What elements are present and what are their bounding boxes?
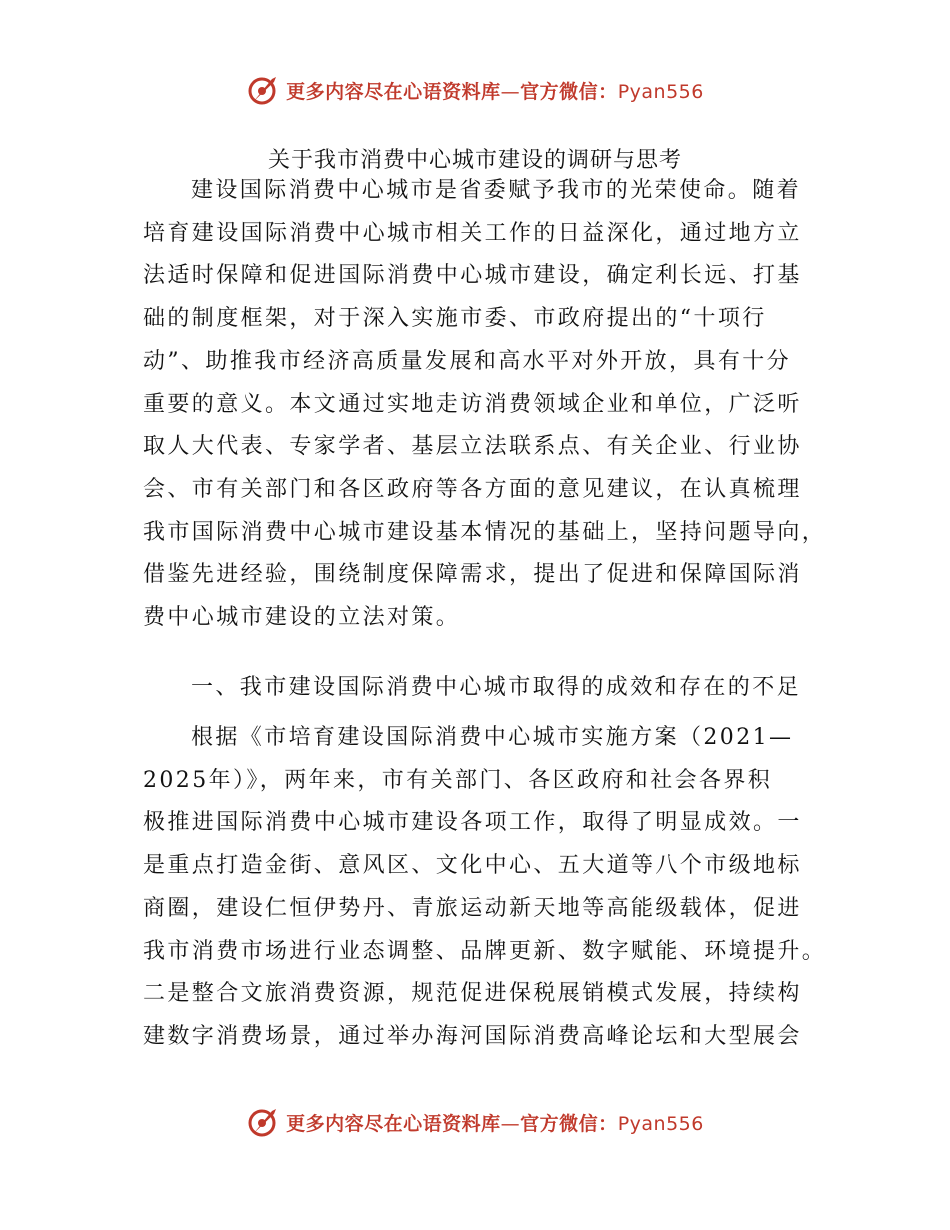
text-line: 取人大代表、专家学者、基层立法联系点、有关企业、行业协	[143, 434, 802, 460]
text-line: 2025年）》，两年来，市有关部门、各区政府和社会各界积	[143, 767, 773, 793]
paragraph-achievements	[143, 717, 827, 1059]
text-line: 会、市有关部门和各区政府等各方面的意见建议，在认真梳理	[143, 476, 802, 502]
text-line: 二是整合文旅消费资源，规范促进保税展销模式发展，持续构	[143, 981, 802, 1007]
text-line: 培育建设国际消费中心城市相关工作的日益深化，通过地方立	[143, 220, 802, 246]
watermark-id: Pyan556	[617, 1112, 704, 1135]
watermark-main: 更多内容尽在心语资料库	[286, 1112, 501, 1135]
paragraph-intro	[143, 170, 827, 640]
text-line: 费中心城市建设的立法对策。	[143, 605, 461, 631]
watermark-suffix: 官方微信：	[520, 1112, 618, 1135]
watermark-banner-top	[0, 70, 950, 110]
text-line: 商圈，建设仁恒伊势丹、青旅运动新天地等高能级载体，促进	[143, 895, 802, 921]
heading-text: 一、我市建设国际消费中心城市取得的成效和存在的不足	[191, 675, 802, 700]
text-line: 重要的意义。本文通过实地走访消费领域企业和单位，广泛听	[143, 391, 802, 417]
text-line: 动”、助推我市经济高质量发展和高水平对外开放，具有十分	[143, 348, 792, 374]
watermark-dash: —	[500, 80, 521, 103]
text-line: 建数字消费场景，通过举办海河国际消费高峰论坛和大型展会	[143, 1023, 802, 1049]
text-line: 根据《市培育建设国际消费中心城市实施方案（2021—	[191, 725, 794, 750]
text-line: 建设国际消费中心城市是省委赋予我市的光荣使命。随着	[191, 178, 802, 203]
text-line: 我市消费市场进行业态调整、品牌更新、数字赋能、环境提升。	[143, 938, 827, 964]
watermark-dash: —	[500, 1112, 521, 1135]
watermark-suffix: 官方微信：	[520, 80, 618, 103]
section-heading	[143, 667, 808, 710]
text-line: 借鉴先进经验，围绕制度保障需求，提出了促进和保障国际消	[143, 562, 802, 588]
document-title: 关于我市消费中心城市建设的调研与思考	[267, 148, 682, 173]
text-line: 是重点打造金街、意风区、文化中心、五大道等八个市级地标	[143, 853, 802, 879]
text-line: 础的制度框架，对于深入实施市委、市政府提出的“十项行	[143, 306, 767, 332]
watermark-id: Pyan556	[617, 80, 704, 103]
watermark-main: 更多内容尽在心语资料库	[286, 80, 501, 103]
watermark-text	[286, 77, 704, 104]
watermark-banner-bottom	[0, 1102, 950, 1142]
text-line: 法适时保障和促进国际消费中心城市建设，确定利长远、打基	[143, 263, 802, 289]
text-line: 我市国际消费中心城市建设基本情况的基础上，坚持问题导向，	[143, 519, 827, 545]
quill-logo-icon	[246, 1105, 280, 1139]
watermark-inner-bottom	[246, 1105, 704, 1139]
quill-logo-icon	[246, 73, 280, 107]
text-line: 极推进国际消费中心城市建设各项工作，取得了明显成效。一	[143, 810, 802, 836]
watermark-text	[286, 1109, 704, 1136]
watermark-inner-top	[246, 73, 704, 107]
